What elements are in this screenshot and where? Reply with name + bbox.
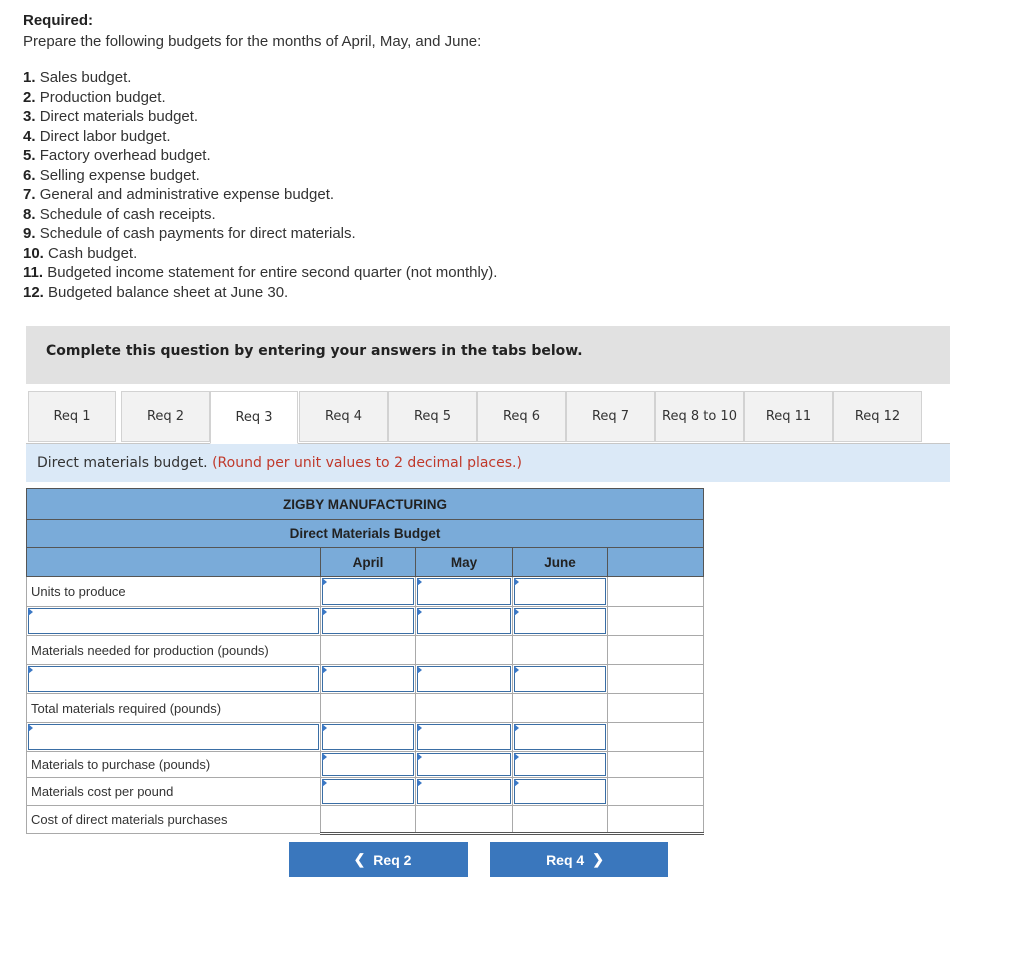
row-label-units-to-produce: Units to produce xyxy=(27,577,321,607)
row-label-materials-needed: Materials needed for production (pounds) xyxy=(27,636,321,665)
row1-may-input[interactable] xyxy=(417,608,511,634)
required-intro: Prepare the following budgets for the months of April, May, and June: xyxy=(23,33,482,50)
list-item: 2. Production budget. xyxy=(23,88,166,106)
tab-req-2[interactable]: Req 2 xyxy=(121,391,210,442)
tab-instruction xyxy=(26,444,950,482)
tab-req-8-to-10[interactable]: Req 8 to 10 xyxy=(655,391,744,442)
row-label-to-purchase: Materials to purchase (pounds) xyxy=(27,752,321,778)
units-to-produce-june-input[interactable] xyxy=(514,578,606,605)
row2-june-input[interactable] xyxy=(514,666,606,692)
company-name: ZIGBY MANUFACTURING xyxy=(27,489,704,520)
direct-materials-budget-table xyxy=(26,488,704,835)
row1-april-input[interactable] xyxy=(322,608,414,634)
next-req-label: Req 4 xyxy=(546,851,585,868)
required-heading: Required: xyxy=(23,12,94,29)
list-item: 12. Budgeted balance sheet at June 30. xyxy=(23,283,289,301)
tab-req-5[interactable]: Req 5 xyxy=(388,391,477,442)
row-label-input-3[interactable] xyxy=(28,724,319,750)
table-row xyxy=(27,636,704,665)
col-header-april: April xyxy=(321,548,416,577)
row3-june-input[interactable] xyxy=(514,724,606,750)
list-item: 8. Schedule of cash receipts. xyxy=(23,205,216,223)
tab-req-3[interactable]: Req 3 xyxy=(210,391,298,444)
banner-text: Complete this question by entering your answers in the tabs below. xyxy=(46,343,583,359)
materials-needed-may xyxy=(416,636,513,665)
list-item: 10. Cash budget. xyxy=(23,244,138,262)
table-row xyxy=(27,778,704,806)
budget-title: Direct Materials Budget xyxy=(27,520,704,548)
table-row xyxy=(27,806,704,834)
instructions-banner xyxy=(26,326,950,384)
cost-per-pound-june-input[interactable] xyxy=(514,779,606,804)
cost-per-pound-may-input[interactable] xyxy=(417,779,511,804)
chevron-right-icon: ❯ xyxy=(592,851,604,867)
next-req-button[interactable] xyxy=(490,842,668,877)
table-row xyxy=(27,694,704,723)
row-label-input-2[interactable] xyxy=(28,666,319,692)
list-item: 11. Budgeted income statement for entire second quarter (not monthly). xyxy=(23,264,498,281)
list-item: 1. Sales budget. xyxy=(23,69,132,86)
list-item: 3. Direct materials budget. xyxy=(23,108,199,125)
row3-may-input[interactable] xyxy=(417,724,511,750)
row2-april-input[interactable] xyxy=(322,666,414,692)
cost-per-pound-april-input[interactable] xyxy=(322,779,414,804)
row3-april-input[interactable] xyxy=(322,724,414,750)
list-item: 5. Factory overhead budget. xyxy=(23,147,211,164)
row-label-total-required: Total materials required (pounds) xyxy=(27,694,321,723)
row1-june-input[interactable] xyxy=(514,608,606,634)
prev-req-label: Req 2 xyxy=(373,851,412,868)
to-purchase-june-input[interactable] xyxy=(514,753,606,776)
tab-req-6[interactable]: Req 6 xyxy=(477,391,566,442)
tab-req-11[interactable]: Req 11 xyxy=(744,391,833,442)
row2-may-input[interactable] xyxy=(417,666,511,692)
total-required-may xyxy=(416,694,513,723)
cost-purchases-april xyxy=(321,806,416,834)
list-item: 7. General and administrative expense budget. xyxy=(23,186,335,203)
tab-req-4[interactable]: Req 4 xyxy=(299,391,388,442)
req-tabs xyxy=(26,391,950,444)
tab-req-12[interactable]: Req 12 xyxy=(833,391,922,442)
units-to-produce-may-input[interactable] xyxy=(417,578,511,605)
list-item: 9. Schedule of cash payments for direct materials. xyxy=(23,225,356,242)
tab-req-7[interactable]: Req 7 xyxy=(566,391,655,442)
rounding-note: (Round per unit values to 2 decimal places.) xyxy=(212,455,522,471)
chevron-left-icon: ❮ xyxy=(353,851,366,867)
table-row xyxy=(27,752,704,778)
materials-needed-june xyxy=(513,636,608,665)
total-required-april xyxy=(321,694,416,723)
to-purchase-may-input[interactable] xyxy=(417,753,511,776)
requirements-list xyxy=(23,68,497,302)
cost-purchases-june xyxy=(513,806,608,834)
materials-needed-april xyxy=(321,636,416,665)
table-row xyxy=(27,607,704,636)
table-row xyxy=(27,665,704,694)
col-header-june: June xyxy=(513,548,608,577)
col-header-may: May xyxy=(416,548,513,577)
table-row xyxy=(27,723,704,752)
total-required-june xyxy=(513,694,608,723)
row-label-cost-per-pound: Materials cost per pound xyxy=(27,778,321,806)
row-label-cost-purchases: Cost of direct materials purchases xyxy=(27,806,321,834)
list-item: 6. Selling expense budget. xyxy=(23,166,200,184)
instruction-text: Direct materials budget. xyxy=(37,455,208,471)
units-to-produce-april-input[interactable] xyxy=(322,578,414,605)
tab-req-1[interactable]: Req 1 xyxy=(28,391,116,442)
cost-purchases-may xyxy=(416,806,513,834)
row-label-input-1[interactable] xyxy=(28,608,319,634)
to-purchase-april-input[interactable] xyxy=(322,753,414,776)
list-item: 4. Direct labor budget. xyxy=(23,127,171,145)
prev-req-button[interactable] xyxy=(289,842,468,877)
table-row xyxy=(27,577,704,607)
